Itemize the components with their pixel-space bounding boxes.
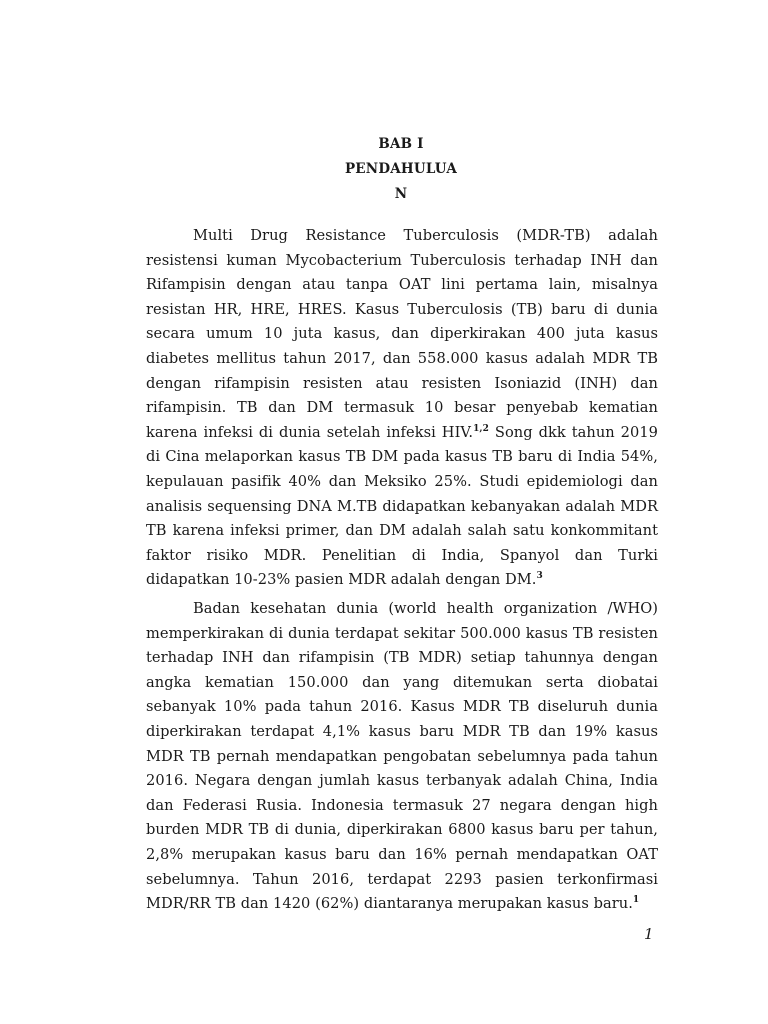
paragraph-1: [146, 224, 658, 593]
citation-superscript: 3: [536, 571, 543, 582]
citation-superscript: 1,2: [473, 423, 489, 434]
paragraph-2: [146, 597, 658, 917]
page-number: 1: [644, 925, 654, 943]
chapter-title-continuation: N: [394, 186, 408, 202]
paragraph-2-text: Badan kesehatan dunia (world health organization /WHO) memperkirakan di dunia terdapat sekitar 500.000 kasus TB resisten terhadap INH dan rifampisin (TB MDR) setiap tahunnya dengan angka kematian 150.000 dan yang ditemukan serta diobatai sebanyak 10% pada tahun 2016. Kasus MDR TB diseluruh dunia diperkirakan terdapat 4,1% kasus baru MDR TB dan 19% kasus MDR TB pernah mendapatkan pengobatan sebelumnya pada tahun 2016. Negara dengan jumlah kasus terbanyak adalah China, India dan Federasi Rusia. Indonesia termasuk 27 negara dengan high burden MDR TB di dunia, diperkirakan 6800 kasus baru per tahun, 2,8% merupakan kasus baru dan 16% pernah mendapatkan OAT sebelumnya. Tahun 2016, terdapat 2293 pasien terkonfirmasi MDR/RR TB dan 1420 (62%) diantaranya merupakan kasus baru.: [146, 600, 658, 913]
chapter-title: PENDAHULUA: [344, 161, 458, 177]
chapter-number: BAB I: [378, 136, 424, 152]
citation-superscript: 1: [632, 895, 640, 906]
paragraph-1-text-a: Multi Drug Resistance Tuberculosis (MDR-TB) adalah resistensi kuman Mycobacterium Tuberculosis terhadap INH dan Rifampisin dengan atau tanpa OAT lini pertama lain, misalnya resistan HR, HRE, HRES. Kasus Tuberculosis (TB) baru di dunia secara umum 10 juta kasus, dan diperkirakan 400 juta kasus diabetes mellitus tahun 2017, dan 558.000 kasus adalah MDR TB dengan rifampisin resisten atau resisten Isoniazid (INH) dan rifampisin. TB dan DM termasuk 10 besar penyebab kematian karena infeksi di dunia setelah infeksi HIV.: [146, 227, 658, 441]
paragraph-1-text-b: Song dkk tahun 2019 di Cina melaporkan kasus TB DM pada kasus TB baru di India 54%, kepulauan pasifik 40% dan Meksiko 25%. Studi epidemiologi dan analisis sequensing DNA M.TB didapatkan kebanyakan adalah MDR TB karena infeksi primer, dan DM adalah salah satu konkommitant faktor risiko MDR. Penelitian di India, Spanyol dan Turki didapatkan 10-23% pasien MDR adalah dengan DM.: [146, 423, 659, 589]
